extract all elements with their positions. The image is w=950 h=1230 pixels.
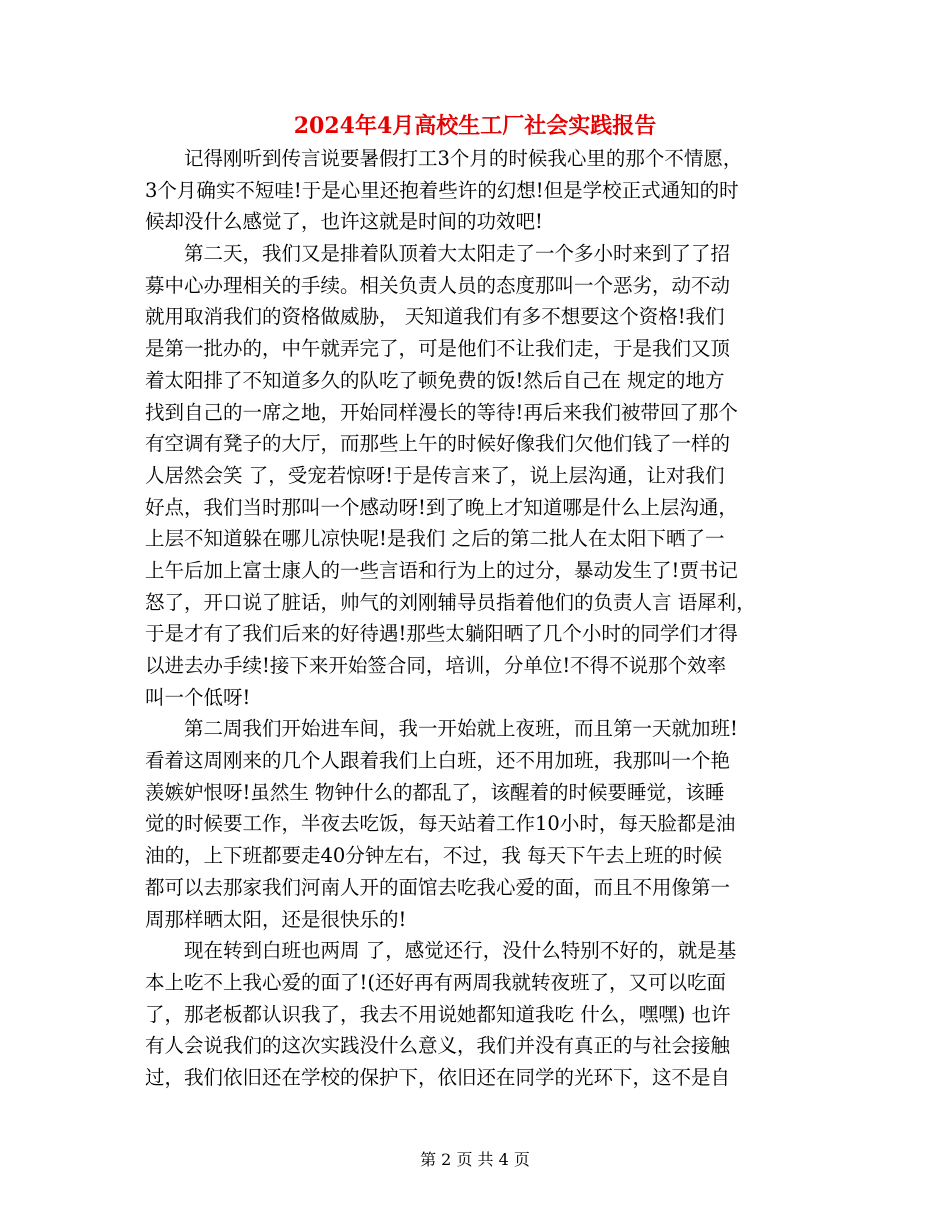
text-line: 着太阳排了不知道多久的队吃了顿免费的饭!然后自己在 规定的地方 (145, 368, 725, 392)
document-body (145, 143, 805, 1094)
page-title: 2024年4月高校生工厂社会实践报告 (293, 113, 657, 139)
text-line: 有人会说我们的这次实践没什么意义，我们并没有真正的与社会接触 (145, 1034, 731, 1058)
text-line: 以进去办手续!接下来开始签合同，培训，分单位!不得不说那个效率 (145, 654, 727, 677)
text-line: 叫一个低呀! (145, 685, 251, 709)
text-line: 都可以去那家我们河南人开的面馆去吃我心爱的面，而且不用像第一 (145, 875, 731, 899)
text-line: 找到自己的一席之地，开始同样漫长的等待!再后来我们被带回了那个 (145, 400, 738, 424)
text-line: 现在转到白班也两周 了，感觉还行，没什么特别不好的，就是基 (184, 939, 737, 963)
text-line: 是第一批办的，中午就弄完了，可是他们不让我们走，于是我们又顶 (145, 337, 731, 361)
text-line: 油的，上下班都要走40分钟左右，不过，我 每天下午去上班的时候 (145, 844, 723, 868)
text-line: 记得刚听到传言说要暑假打工3个月的时候我心里的那个不情愿， (184, 147, 743, 170)
text-line: 募中心办理相关的手续。相关负责人员的态度那叫一个恶劣，动不动 (145, 273, 731, 297)
text-line: 人居然会笑 了，受宠若惊呀!于是传言来了，说上层沟通，让对我们 (145, 463, 725, 487)
text-line: 本上吃不上我心爱的面了!(还好再有两周我就转夜班了，又可以吃面 (145, 970, 726, 994)
text-line: 就用取消我们的资格做威胁， 天知道我们有多不想要这个资格!我们 (145, 305, 725, 329)
text-line: 第二天，我们又是排着队顶着大太阳走了一个多小时来到了了招 (184, 242, 731, 266)
text-line: 候却没什么感觉了，也许这就是时间的功效吧! (145, 210, 543, 234)
text-line: 看着这周刚来的几个人跟着我们上白班，还不用加班，我那叫一个艳 (145, 749, 731, 773)
text-line: 了，那老板都认识我了，我去不用说她都知道我吃 什么，嘿嘿) 也许 (145, 1002, 731, 1026)
page-footer: 第 2 页 共 4 页 (420, 1150, 530, 1169)
text-line: 周那样晒太阳，还是很快乐的! (145, 907, 407, 931)
text-line: 羡嫉妒恨呀!虽然生 物钟什么的都乱了，该醒着的时候要睡觉，该睡 (145, 780, 725, 804)
text-line: 上午后加上富士康人的一些言语和行为上的过分，暴动发生了!贾书记 (145, 558, 738, 582)
text-line: 怒了，开口说了脏话，帅气的刘刚辅导员指着他们的负责人言 语犀利， (145, 590, 756, 614)
text-line: 有空调有凳子的大厅，而那些上午的时候好像我们欠他们钱了一样的 (145, 432, 731, 456)
text-line: 3个月确实不短哇!于是心里还抱着些许的幻想!但是学校正式通知的时 (145, 178, 739, 202)
text-line: 好点，我们当时那叫一个感动呀!到了晚上才知道哪是什么上层沟通， (145, 495, 738, 519)
text-line: 上层不知道躲在哪儿凉快呢!是我们 之后的第二批人在太阳下晒了一 (145, 527, 725, 551)
text-line: 觉的时候要工作，半夜去吃饭，每天站着工作10小时，每天脸都是油 (145, 812, 736, 836)
text-line: 第二周我们开始进车间，我一开始就上夜班，而且第一天就加班! (184, 717, 738, 741)
text-line: 于是才有了我们后来的好待遇!那些太躺阳晒了几个小时的同学们才得 (145, 622, 738, 646)
text-line: 过，我们依旧还在学校的保护下，依旧还在同学的光环下，这不是自 (145, 1065, 731, 1089)
